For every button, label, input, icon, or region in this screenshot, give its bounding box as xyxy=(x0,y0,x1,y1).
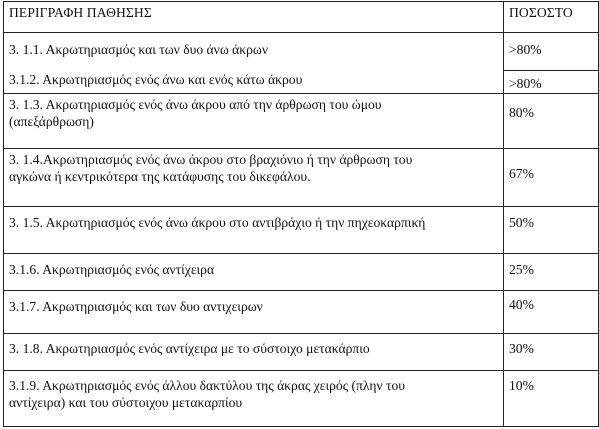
table-header-row xyxy=(4,2,599,33)
row-description xyxy=(4,94,504,149)
row-description-line: (απεξάρθρωση) xyxy=(9,114,94,129)
header-percentage: ΠΟΣΟΣΤΟ xyxy=(504,2,599,33)
table-row xyxy=(4,94,599,149)
row-description-line: αντίχειρα) και του σύστοιχου μετακαρπίου xyxy=(9,395,243,410)
row-description: 3. 1.1. Ακρωτηριασμός και των δυο άνω άκρων xyxy=(4,33,504,71)
row-description: 3.1.7. Ακρωτηριασμός και των δυο αντιχειρων xyxy=(4,291,504,334)
table-row xyxy=(4,33,599,71)
table-row xyxy=(4,149,599,207)
row-description-line: 3. 1.3. Ακρωτηριασμός ενός άνω άκρου από την άρθρωση του ώμου xyxy=(9,97,382,112)
disability-percentage-table xyxy=(3,1,599,427)
row-percentage: 25% xyxy=(504,254,599,291)
row-percentage-cell xyxy=(504,70,599,94)
row-percentage: 10% xyxy=(504,371,599,427)
table-row xyxy=(4,334,599,371)
row-description-line: αγκώνα ή κεντρικότερα της κατάφυσης του δικεφάλου. xyxy=(9,169,311,184)
row-description xyxy=(4,371,504,427)
row-description xyxy=(4,149,504,207)
table-row xyxy=(4,207,599,254)
row-description: 3. 1.8. Ακρωτηριασμός ενός αντίχειρα με το σύστοιχο μετακάρπιο xyxy=(4,334,504,371)
row-description-line: 3.1.9. Ακρωτηριασμός ενός άλλου δακτύλου της άκρας χειρός (πλην του xyxy=(9,378,405,393)
table-row xyxy=(4,254,599,291)
header-description: ΠΕΡΙΓΡΑΦΗ ΠΑΘΗΣΗΣ xyxy=(4,2,504,33)
row-description: 3.1.6. Ακρωτηριασμός ενός αντίχειρα xyxy=(4,254,504,291)
table-row xyxy=(4,70,599,94)
row-percentage: 67% xyxy=(504,149,599,207)
table-row xyxy=(4,291,599,334)
row-percentage: >80% xyxy=(504,70,599,94)
table-row xyxy=(4,371,599,427)
row-percentage: >80% xyxy=(504,33,599,71)
row-percentage: 80% xyxy=(504,94,599,149)
row-percentage: 40% xyxy=(504,291,599,334)
row-percentage: 50% xyxy=(504,207,599,254)
row-description-line: 3. 1.4.Ακρωτηριασμός ενός άνω άκρου στο βραχιόνιο ή την άρθρωση του xyxy=(9,152,413,167)
row-percentage: 30% xyxy=(504,334,599,371)
row-description: 3.1.2. Ακρωτηριασμός ενός άνω και ενός κάτω άκρου xyxy=(4,70,504,94)
row-description: 3. 1.5. Ακρωτηριασμός ενός άνω άκρου στο αντιβράχιο ή την πηχεοκαρπική xyxy=(4,207,504,254)
